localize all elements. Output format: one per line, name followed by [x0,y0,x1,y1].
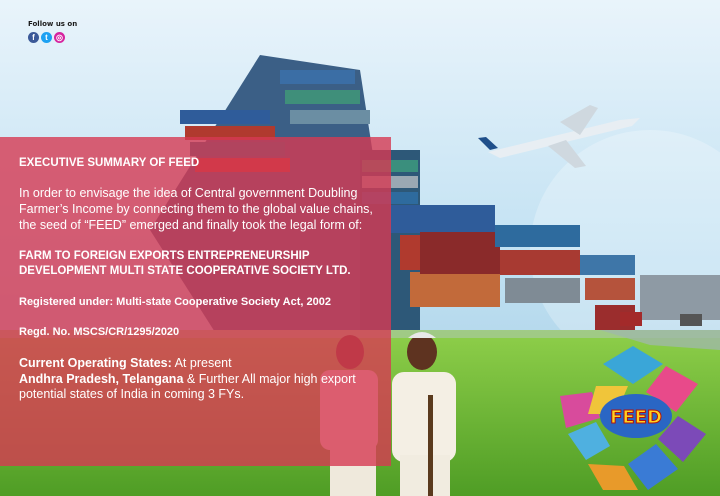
states-text-2: & Further All major high export potential states of India in coming 3 FYs. [19,371,356,401]
organization-name-line1: FARM TO FOREIGN EXPORTS ENTREPRENEURSHIP [19,250,310,262]
states-bold: Andhra Pradesh, Telangana [19,371,184,386]
twitter-icon[interactable]: t [41,32,52,43]
follow-label: Follow us on [28,20,78,28]
feed-logo-text: FEED [610,407,662,428]
operating-states [19,356,375,403]
registered-under: Registered under: Multi-state Cooperative Society Act, 2002 [19,296,331,308]
facebook-icon[interactable]: f [28,32,39,43]
follow-us [28,20,77,43]
organization-name-line2: DEVELOPMENT MULTI STATE COOPERATIVE SOCIETY LTD. [19,265,351,277]
states-text-1: At present [171,356,232,370]
summary-title: EXECUTIVE SUMMARY OF FEED [19,157,200,169]
summary-intro: In order to envisage the idea of Central government Doubling Farmer’s Income by connecting them to the global value chains, the seed of “FEED” emerged and finally took the legal form of: [19,186,373,232]
registration-number: Regd. No. MSCS/CR/1295/2020 [19,326,180,338]
instagram-icon[interactable]: ◎ [54,32,65,43]
summary-panel [0,137,391,466]
states-label: Current Operating States: [19,356,172,370]
feed-logo [558,344,708,494]
organization-name [19,249,375,279]
social-icons [28,32,77,43]
